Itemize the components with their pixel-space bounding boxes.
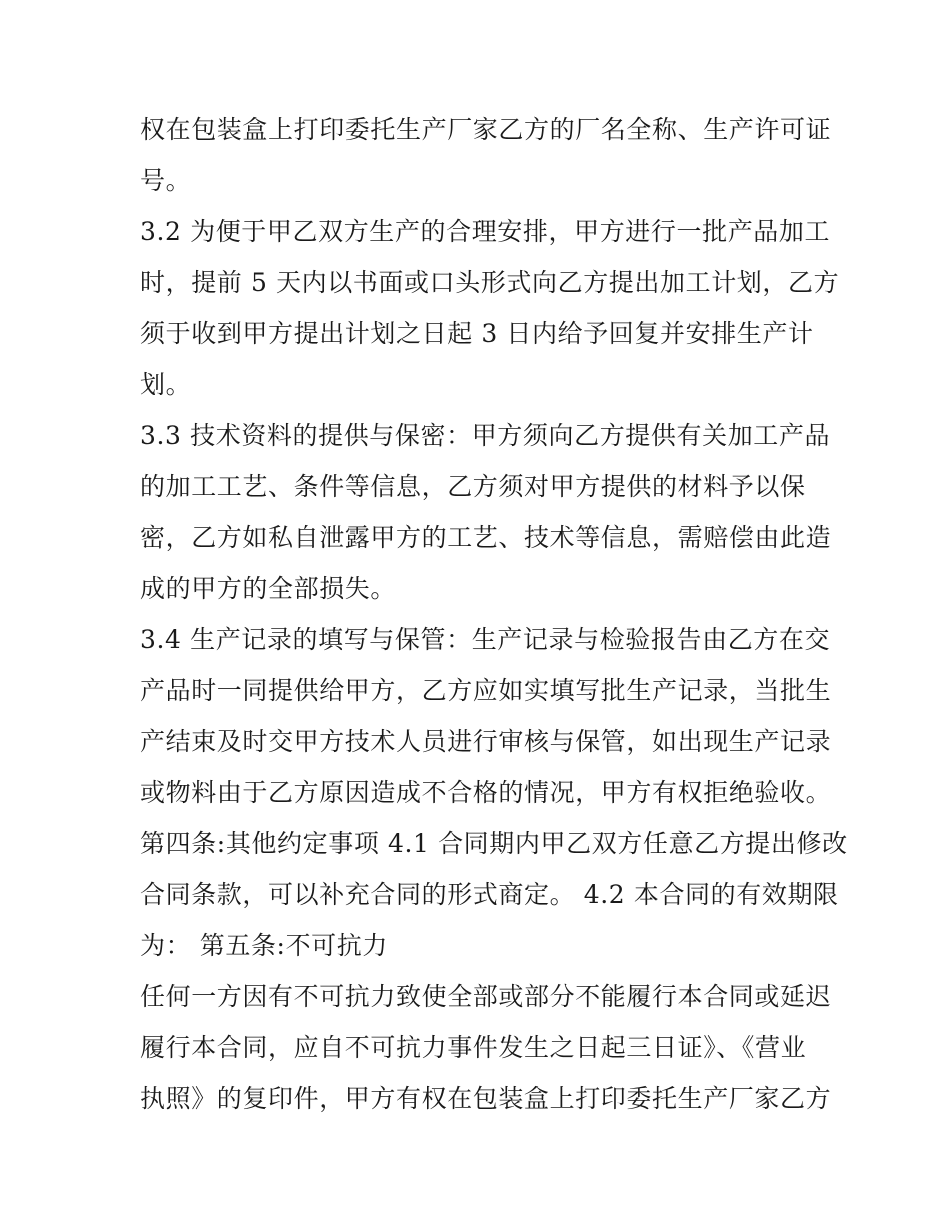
text-line: 合同条款，可以补充合同的形式商定。 4.2 本合同的有效期限 <box>140 880 839 909</box>
contract-text-body <box>140 104 848 1124</box>
text-line: 3.2 为便于甲乙双方生产的合理安排，甲方进行一批产品加工 <box>140 217 831 246</box>
text-line: 密，乙方如私自泄露甲方的工艺、技术等信息，需赔偿由此造 <box>140 523 832 552</box>
text-line: 划。 <box>140 370 192 399</box>
text-line: 产结束及时交甲方技术人员进行审核与保管，如出现生产记录 <box>140 727 832 756</box>
text-line: 权在包装盒上打印委托生产厂家乙方的厂名全称、生产许可证 <box>140 115 832 144</box>
text-line: 执照》的复印件，甲方有权在包装盒上打印委托生产厂家乙方 <box>140 1084 832 1113</box>
text-line: 或物料由于乙方原因造成不合格的情况，甲方有权拒绝验收。 <box>140 778 832 807</box>
text-line: 成的甲方的全部损失。 <box>140 574 397 603</box>
text-line: 3.4 生产记录的填写与保管：生产记录与检验报告由乙方在交 <box>140 625 831 654</box>
text-line: 第四条:其他约定事项 4.1 合同期内甲乙双方任意乙方提出修改 <box>140 829 848 858</box>
text-line: 为： 第五条:不可抗力 <box>140 931 388 960</box>
text-line: 时，提前 5 天内以书面或口头形式向乙方提出加工计划，乙方 <box>140 268 840 297</box>
text-line: 产品时一同提供给甲方，乙方应如实填写批生产记录，当批生 <box>140 676 832 705</box>
text-line: 履行本合同，应自不可抗力事件发生之日起三日证》、《营业 <box>140 1033 807 1062</box>
text-line: 的加工工艺、条件等信息，乙方须对甲方提供的材料予以保 <box>140 472 806 501</box>
text-line: 3.3 技术资料的提供与保密：甲方须向乙方提供有关加工产品 <box>140 421 831 450</box>
text-line: 任何一方因有不可抗力致使全部或部分不能履行本合同或延迟 <box>140 982 832 1011</box>
text-line: 须于收到甲方提出计划之日起 3 日内给予回复并安排生产计 <box>140 319 814 348</box>
text-line: 号。 <box>140 166 192 195</box>
